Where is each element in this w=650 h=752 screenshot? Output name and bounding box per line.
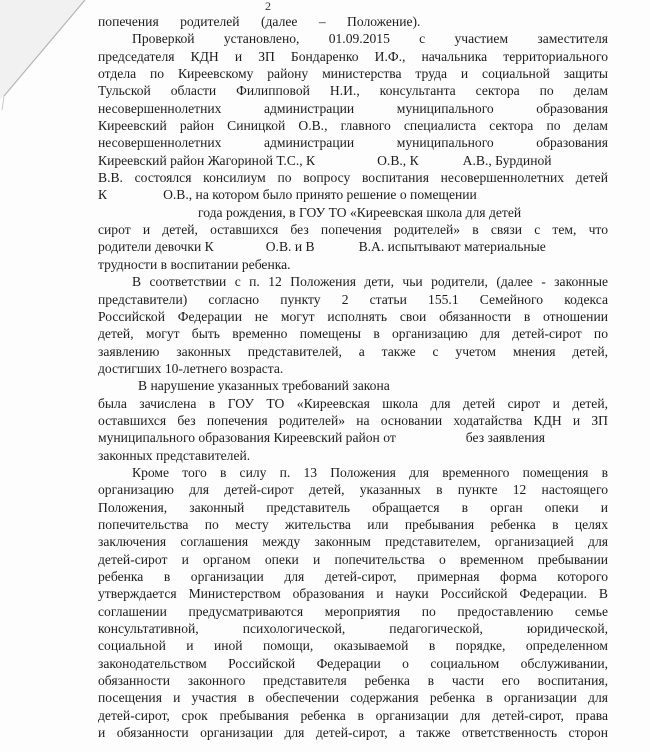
text-line: попечительства по месту жительства или пребывания ребенка в целях xyxy=(98,516,608,532)
text-line-redacted xyxy=(98,204,608,221)
text-line-redacted xyxy=(98,429,608,446)
text-line: заключения соглашения между законным представителем, организацией для xyxy=(98,534,608,550)
text-line-redacted xyxy=(98,186,608,203)
text-line: Проверкой установлено, 01.09.2015 с участием заместителя xyxy=(132,31,608,47)
text-line: обязанности законного представителя ребенка в части его воспитания, xyxy=(98,673,608,689)
text-line: трудности в воспитании ребенка. xyxy=(98,256,291,272)
text-fragment: А.В., Бурдиной xyxy=(462,152,552,168)
text-line: сирот и детей, оставшихся без попечения родителей» в связи с тем, что xyxy=(98,222,608,238)
text-line: была зачислена в ГОУ ТО «Киреевская школа для детей сирот и детей, xyxy=(98,395,608,411)
text-line: отдела по Киреевскому району министерства труда и социальной защиты xyxy=(98,66,608,82)
text-line: председателя КДН и ЗП Бондаренко И.Ф., начальника территориального xyxy=(98,48,608,64)
text-line: Тульской области Филипповой Н.И., консультанта сектора по делам xyxy=(98,83,608,99)
text-line: социальной и иной помощи, оказываемой в порядке, определенном xyxy=(98,638,608,654)
text-fragment: К xyxy=(98,187,108,203)
text-line-redacted xyxy=(98,152,608,169)
text-fragment: родители девочки К xyxy=(98,239,214,255)
text-line: несовершеннолетних администрации муниципального образования xyxy=(98,135,608,151)
text-line: оставшихся без попечения родителей» на основании ходатайства КДН и ЗП xyxy=(98,412,608,428)
text-line: Российской Федерации не могут исполнять свои обязанности в отношении xyxy=(98,308,608,324)
folded-corner xyxy=(0,0,90,110)
document-body xyxy=(98,13,608,741)
text-line: попечения родителей (далее – Положение). xyxy=(98,14,421,29)
text-line-redacted xyxy=(98,238,608,255)
text-line: посещения и участия в обеспечении содержания ребенка в организации для xyxy=(98,690,608,706)
text-fragment: О.В., на котором было принято решение о помещении xyxy=(163,187,477,203)
text-line: ребенка в организации для детей-сирот, примерная форма которого xyxy=(98,569,608,584)
text-line: детей-сирот, срок пребывания ребенка в организации для детей-сирот, права xyxy=(98,707,608,723)
text-line: заявлению законных представителей, а также с учетом мнения детей, xyxy=(98,343,608,359)
text-line: утверждается Министерством образования и науки Российской Федерации. В xyxy=(98,586,608,602)
text-fragment: без заявления xyxy=(465,430,546,446)
text-line: В нарушение указанных требований закона xyxy=(138,378,390,394)
text-line: представители) согласно пункту 2 статьи 155.1 Семейного кодекса xyxy=(98,291,608,307)
text-fragment: муниципального образования Киреевский район от xyxy=(98,430,396,446)
text-line: Киреевский район Синицкой О.В., главного специалиста сектора по делам xyxy=(98,118,608,134)
page-number: 2 xyxy=(265,0,271,13)
text-line: консультативной, психологической, педагогической, юридической, xyxy=(98,621,608,637)
text-line: организацию для детей-сирот детей, указанных в пункте 12 настоящего xyxy=(98,482,608,498)
text-line: достигших 10-летнего возраста. xyxy=(98,360,284,376)
text-line: соглашении предусматриваются мероприятия по предоставлению семье xyxy=(98,603,608,619)
text-line: несовершеннолетних администрации муниципального образования xyxy=(98,100,608,116)
text-fragment: Киреевский район Жагориной Т.С., К xyxy=(98,152,316,168)
text-line: детей-сирот и органом опеки и попечительства о временном пребывании xyxy=(98,551,608,567)
text-fragment: О.В. и В xyxy=(265,239,315,255)
text-fragment: О.В., К xyxy=(377,152,419,168)
text-line: законодательством Российской Федерации о социальном обслуживании, xyxy=(98,655,608,671)
text-line: В соответствии с п. 12 Положения дети, чьи родители, (далее - законные xyxy=(132,274,608,290)
text-fragment: года рождения, в ГОУ ТО «Киреевская школа для детей xyxy=(198,204,522,220)
text-line: В.В. состоялся консилиум по вопросу воспитания несовершеннолетних детей xyxy=(98,170,608,186)
text-line: Положения, законный представитель обращается в орган опеки и xyxy=(98,499,608,515)
text-fragment: В.А. испытывают материальные xyxy=(358,239,546,255)
text-line: и обязанности организации для детей-сирот, а также ответственность сторон xyxy=(98,725,608,741)
text-line: детей, могут быть временно помещены в организацию для детей-сирот по xyxy=(98,326,608,342)
text-line: Кроме того в силу п. 13 Положения для временного помещения в xyxy=(132,464,608,480)
text-line: законных представителей. xyxy=(98,447,251,463)
